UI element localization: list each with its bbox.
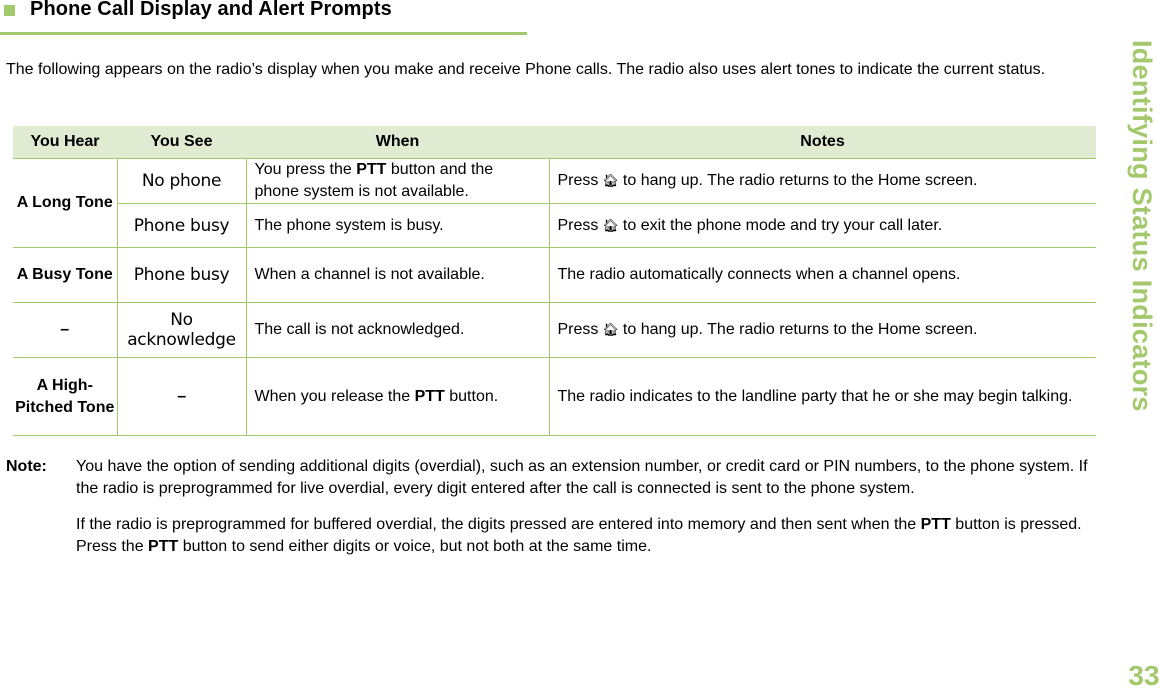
table-row: [13, 303, 1096, 358]
home-button-icon: 🏠︎: [602, 217, 619, 233]
cell-you-see: Phone busy: [117, 248, 246, 303]
cell-you-see: Phone busy: [117, 204, 246, 248]
cell-when: [246, 358, 549, 436]
cell-text: Press: [557, 172, 599, 189]
cell-text: to hang up. The radio returns to the Home screen.: [622, 172, 978, 189]
note-paragraph: You have the option of sending additional digits (overdial), such as an extension number, or credit card or PIN numbers, to the phone system. If the radio is preprogrammed for live overdial, every digit entered after the call is connected is sent to the phone system.: [76, 458, 1088, 497]
cell-when: The call is not acknowledged.: [246, 303, 549, 358]
note-block: [6, 456, 1106, 572]
note-text: button is pressed. Press the: [76, 516, 1082, 555]
page-number: 33: [1128, 660, 1160, 691]
header-you-see: You See: [117, 126, 246, 159]
table-row: [13, 159, 1096, 204]
cell-notes: The radio indicates to the landline party that he or she may begin talking.: [549, 358, 1096, 436]
cell-you-hear: A High-Pitched Tone: [13, 358, 117, 436]
cell-when: The phone system is busy.: [246, 204, 549, 248]
cell-you-see: –: [117, 358, 246, 436]
section-heading: [0, 0, 527, 35]
intro-paragraph: The following appears on the radio’s display when you make and receive Phone calls. The radio also uses alert tones to indicate the current status.: [6, 61, 1046, 78]
cell-text: to hang up. The radio returns to the Home screen.: [622, 321, 978, 338]
alert-prompts-table: [13, 126, 1096, 436]
cell-text: to exit the phone mode and try your call later.: [622, 216, 943, 234]
table-row: [13, 248, 1096, 303]
cell-text: button and the phone system is not available.: [254, 161, 494, 200]
ptt-label: PTT: [920, 516, 951, 533]
ptt-label: PTT: [148, 538, 179, 555]
cell-text: Press: [557, 216, 599, 234]
header-when: When: [246, 126, 549, 159]
cell-when: [246, 159, 549, 204]
header-notes: Notes: [549, 126, 1096, 159]
heading-bullet-square: [4, 5, 15, 16]
cell-you-hear: –: [13, 303, 117, 358]
cell-you-see: No acknowledge: [117, 303, 246, 358]
ptt-label: PTT: [414, 387, 445, 405]
note-text: If the radio is preprogrammed for buffered overdial, the digits pressed are entered into memory and then sent when the: [76, 516, 921, 533]
cell-text: Press: [557, 321, 599, 338]
cell-text: When you release the: [254, 387, 415, 405]
home-button-icon: 🏠︎: [602, 173, 619, 188]
cell-notes: [549, 159, 1096, 204]
cell-notes: [549, 303, 1096, 358]
home-button-icon: 🏠︎: [602, 322, 619, 337]
note-paragraph: [76, 514, 1106, 558]
cell-you-hear: A Long Tone: [13, 159, 117, 248]
cell-you-see: No phone: [117, 159, 246, 204]
note-body: [76, 456, 1106, 558]
cell-notes: [549, 204, 1096, 248]
table-row: [13, 204, 1096, 248]
header-you-hear: You Hear: [13, 126, 117, 159]
cell-you-hear: A Busy Tone: [13, 248, 117, 303]
table-header-row: [13, 126, 1096, 159]
cell-when: When a channel is not available.: [246, 248, 549, 303]
note-label: Note:: [6, 458, 47, 475]
section-title: Phone Call Display and Alert Prompts: [30, 0, 392, 20]
note-text: button to send either digits or voice, but not both at the same time.: [178, 538, 652, 555]
cell-text: You press the: [254, 161, 357, 178]
cell-notes: The radio automatically connects when a channel opens.: [549, 248, 1096, 303]
ptt-label: PTT: [356, 161, 387, 178]
table-row: [13, 358, 1096, 436]
cell-text: button.: [444, 387, 499, 405]
chapter-side-tab: Identifying Status Indicators: [1127, 40, 1157, 412]
